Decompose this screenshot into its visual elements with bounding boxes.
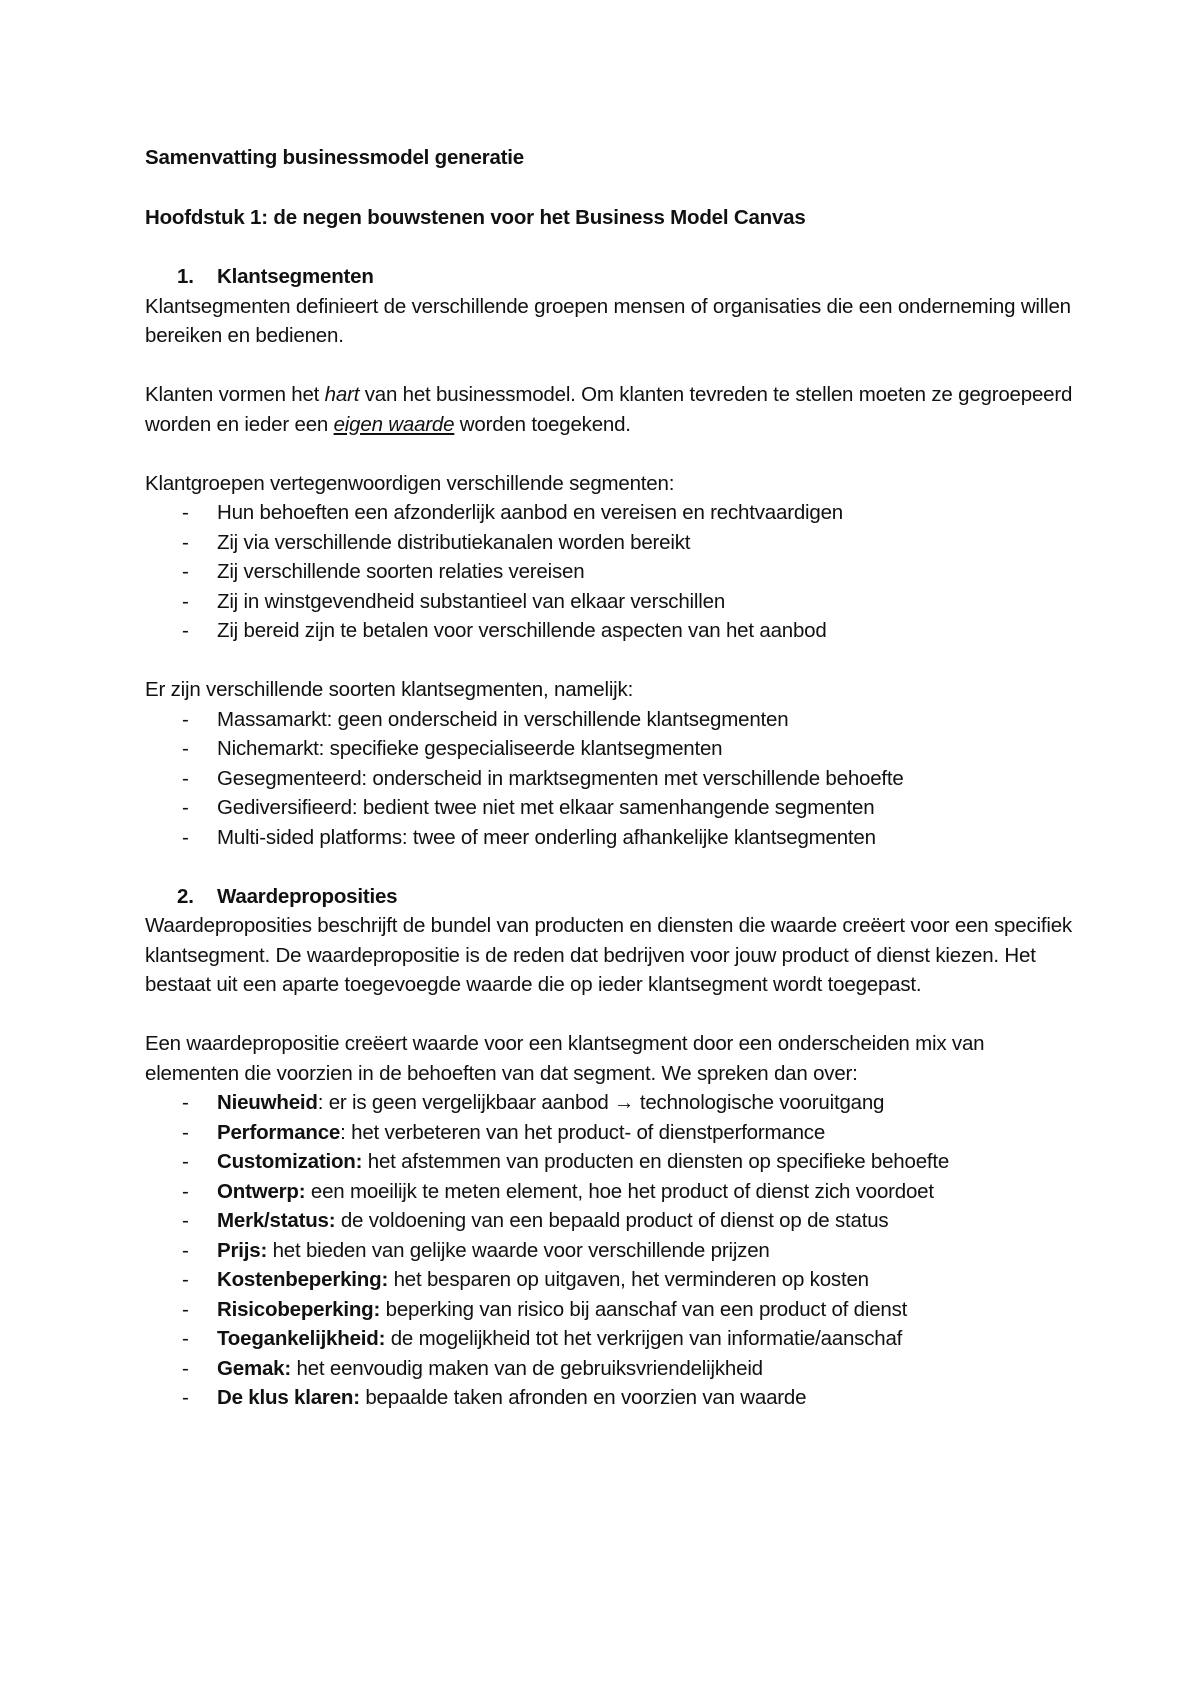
list-item: - Risicobeperking: beperking van risico bij aanschaf van een product of dienst <box>182 1297 908 1321</box>
list-item: - Zij verschillende soorten relaties vereisen <box>182 560 585 583</box>
section-heading-waardeproposities <box>145 882 1075 912</box>
list-item: - Gediversifieerd: bedient twee niet met elkaar samenhangende segmenten <box>182 796 875 819</box>
section-number: 1. <box>177 265 194 288</box>
list-item: - Ontwerp: een moeilijk te meten element, hoe het product of dienst zich voordoet <box>182 1179 934 1203</box>
list-item: - Gesegmenteerd: onderscheid in marktsegmenten met verschillende behoefte <box>182 766 904 790</box>
section-number: 2. <box>177 884 194 908</box>
list-item: - Kostenbeperking: het besparen op uitgaven, het verminderen op kosten <box>182 1268 869 1291</box>
groups-list <box>145 498 1075 646</box>
section-heading-klantsegmenten <box>145 262 1075 292</box>
list-intro: Klantgroepen vertegenwoordigen verschillende segmenten: <box>145 471 675 495</box>
list-item: - Hun behoeften een afzonderlijk aanbod en vereisen en rechtvaardigen <box>182 501 843 524</box>
list-item: - Zij via verschillende distributiekanalen worden bereikt <box>182 530 691 554</box>
emphasis-hart: hart <box>324 383 360 406</box>
list-item: - Gemak: het eenvoudig maken van de gebruiksvriendelijkheid <box>182 1356 763 1380</box>
section-title: Waardeproposities <box>217 884 398 908</box>
list-item: - Zij bereid zijn te betalen voor verschillende aspecten van het aanbod <box>182 619 827 642</box>
list-item: - Customization: het afstemmen van producten en diensten op specifieke behoefte <box>182 1150 950 1173</box>
list-item: - Nieuwheid: er is geen vergelijkbaar aanbod → technologische vooruitgang <box>182 1091 885 1114</box>
paragraph: Waardeproposities beschrijft de bundel van producten en diensten die waarde creëert voor een specifiek klantsegment. De waardepropositie is de reden dat bedrijven voor jouw product of dienst kiezen. Het bestaat uit een aparte toegevoegde waarde die op ieder klantsegment wordt toegepast. <box>145 914 1072 996</box>
value-elements-list <box>145 1088 1075 1413</box>
list-item: - Merk/status: de voldoening van een bepaald product of dienst op de status <box>182 1209 889 1232</box>
paragraph: Klantsegmenten definieert de verschillende groepen mensen of organisaties die een onderneming willen bereiken en bedienen. <box>145 294 1071 347</box>
list-item: - Performance: het verbeteren van het product- of dienstperformance <box>182 1120 826 1144</box>
document-title: Samenvatting businessmodel generatie <box>145 146 524 169</box>
chapter-heading: Hoofdstuk 1: de negen bouwstenen voor het Business Model Canvas <box>145 205 806 229</box>
list-intro: Er zijn verschillende soorten klantsegmenten, namelijk: <box>145 678 634 701</box>
types-list <box>145 705 1075 853</box>
paragraph: Een waardepropositie creëert waarde voor een klantsegment door een onderscheiden mix van elementen die voorzien in de behoeften van dat segment. We spreken dan over: <box>145 1032 985 1085</box>
list-item: - Nichemarkt: specifieke gespecialiseerde klantsegmenten <box>182 737 723 760</box>
document-page <box>145 143 1075 1413</box>
list-item: - Toegankelijkheid: de mogelijkheid tot het verkrijgen van informatie/aanschaf <box>182 1327 903 1350</box>
paragraph: Klanten vormen het hart van het businessmodel. Om klanten tevreden te stellen moeten ze gegroepeerd worden en ieder een eigen waarde worden toegekend. <box>145 383 1073 436</box>
section-title: Klantsegmenten <box>217 265 374 288</box>
list-item: - De klus klaren: bepaalde taken afronden en voorzien van waarde <box>182 1386 807 1409</box>
list-item: - Multi-sided platforms: twee of meer onderling afhankelijke klantsegmenten <box>182 825 876 849</box>
emphasis-eigen-waarde: eigen waarde <box>333 412 455 436</box>
list-item: - Prijs: het bieden van gelijke waarde voor verschillende prijzen <box>182 1238 770 1262</box>
list-item: - Massamarkt: geen onderscheid in verschillende klantsegmenten <box>182 707 789 731</box>
list-item: - Zij in winstgevendheid substantieel van elkaar verschillen <box>182 589 726 613</box>
